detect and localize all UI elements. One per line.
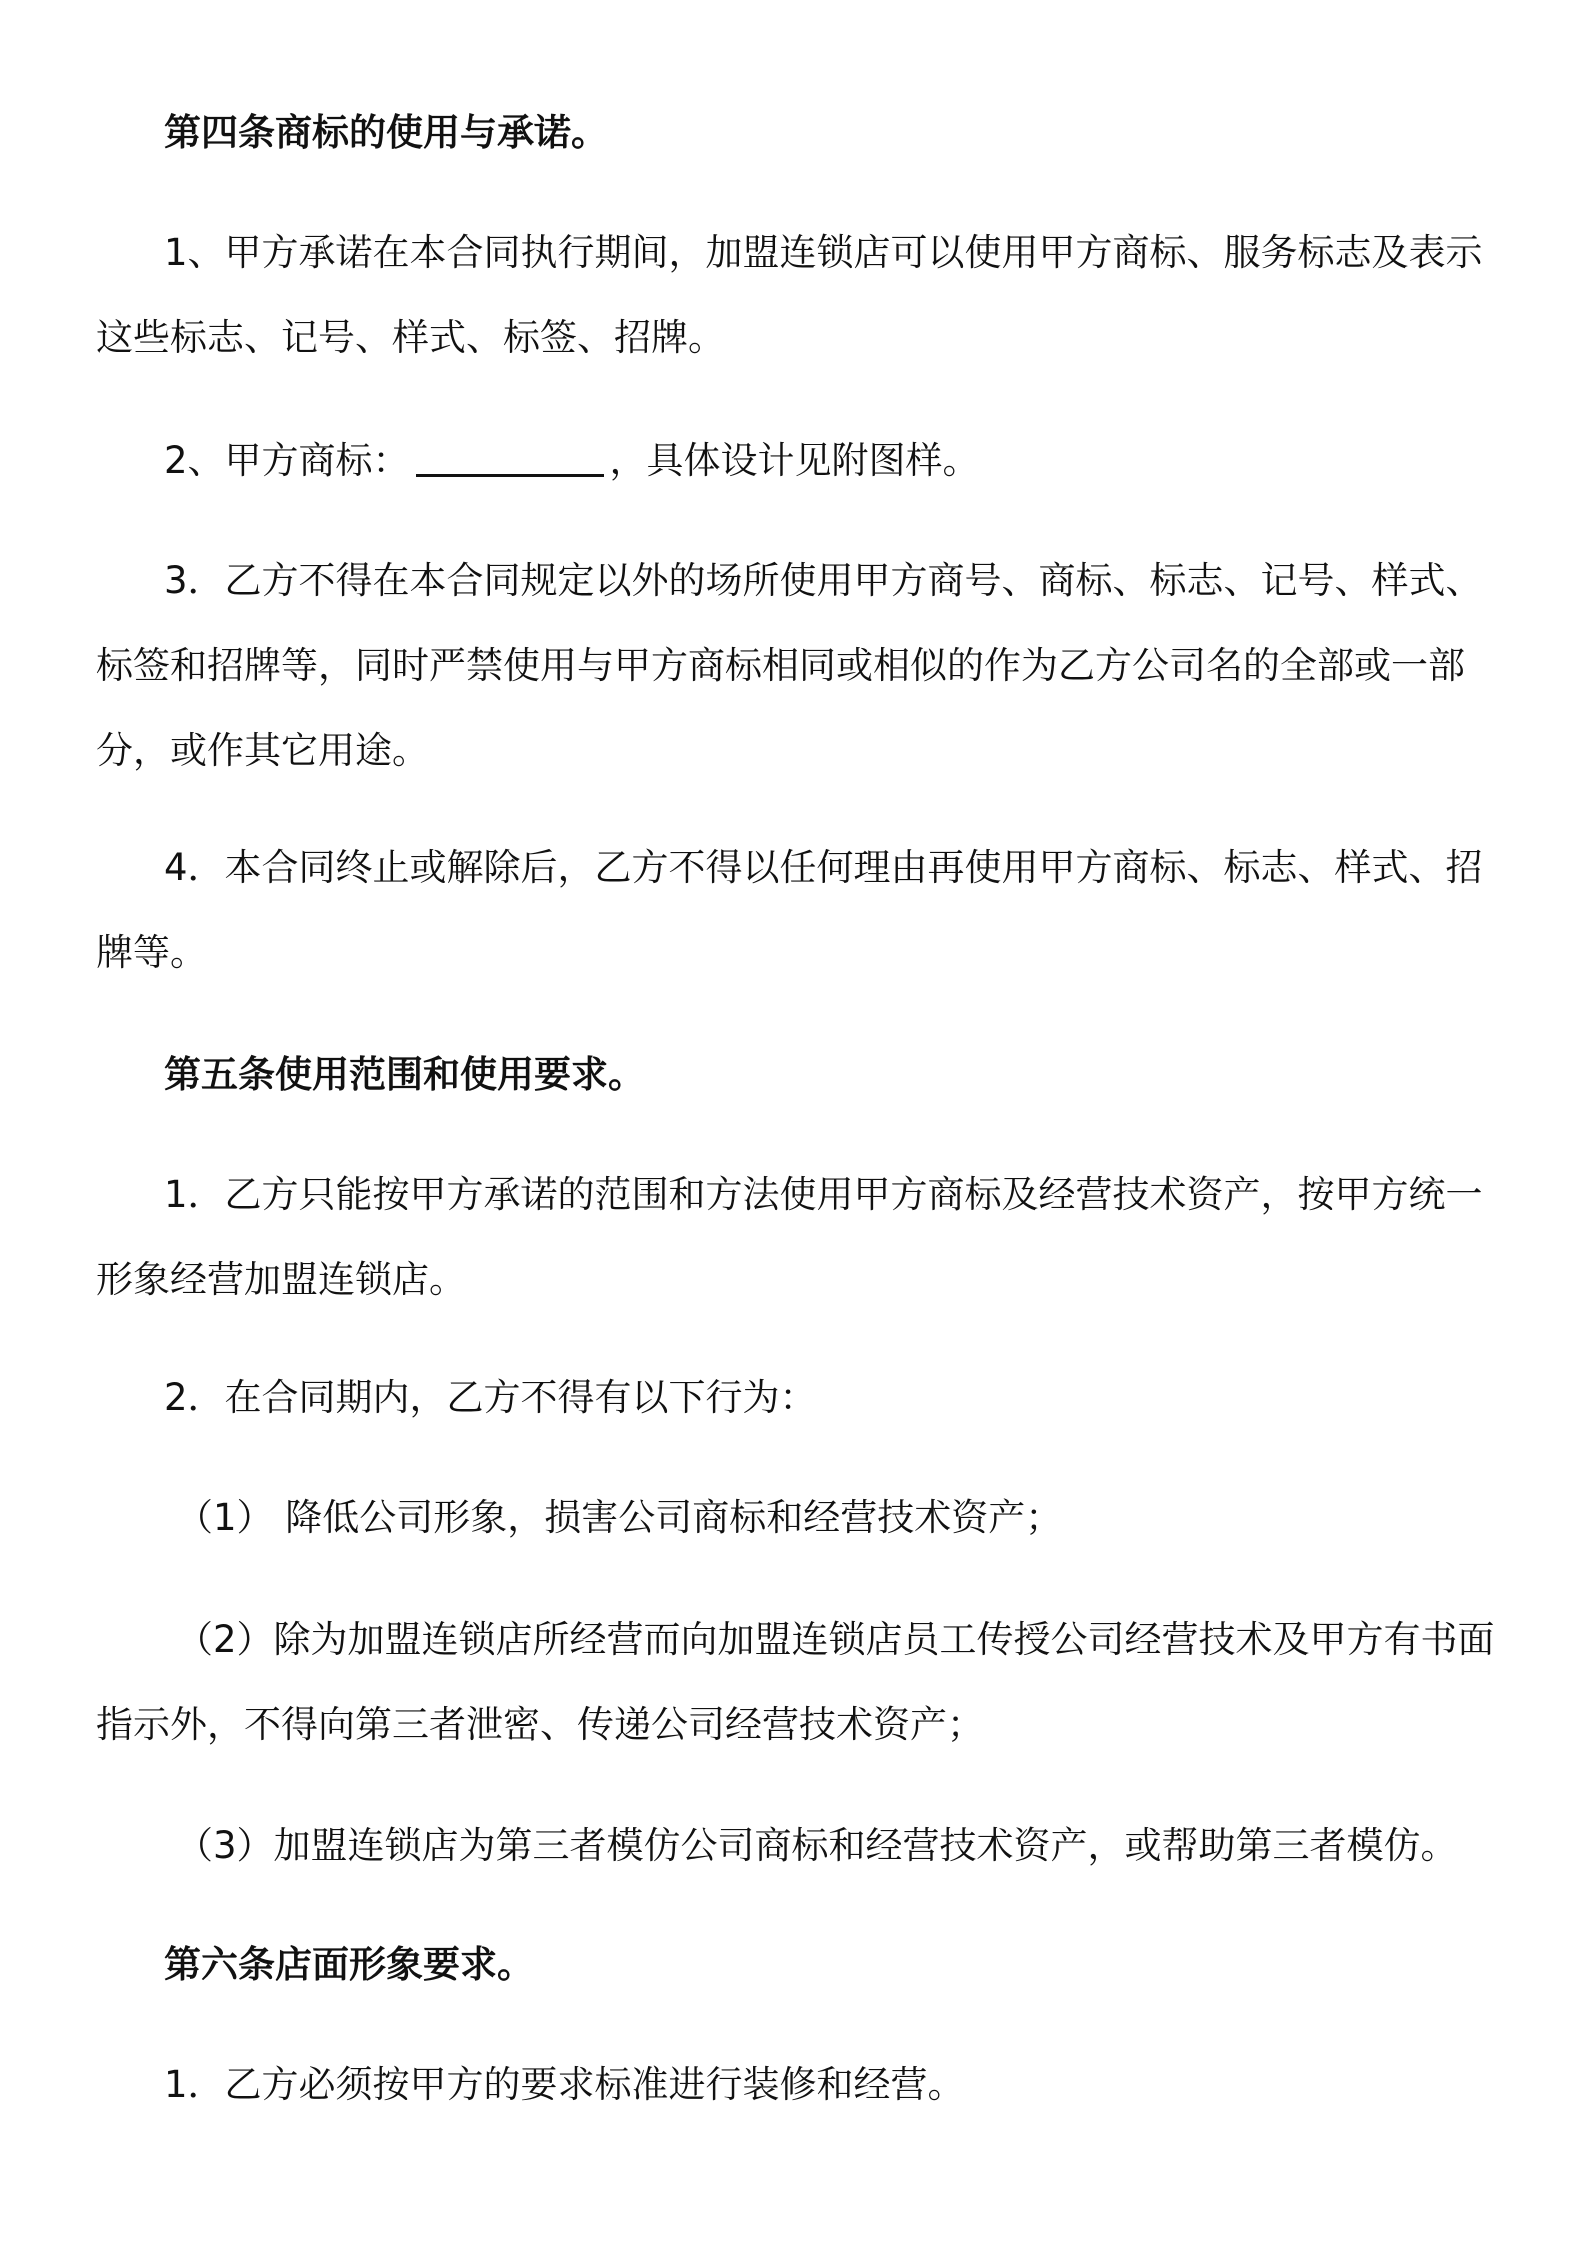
article-5-sub-1: （1） 降低公司形象，损害公司商标和经营技术资产；: [176, 1496, 1063, 1539]
article-4-item-2-prefix: 2、甲方商标：: [164, 439, 410, 482]
article-4-item-1: 1、甲方承诺在本合同执行期间，加盟连锁店可以使用甲方商标、服务标志及表示这些标志、记号、样式、标签、招牌。: [96, 231, 1483, 359]
article-4-item-3: 3．乙方不得在本合同规定以外的场所使用甲方商号、商标、标志、记号、样式、标签和招牌等，同时严禁使用与甲方商标相同或相似的作为乙方公司名的全部或一部分，或作其它用途。: [96, 559, 1483, 772]
article-5-item-2: 2．在合同期内，乙方不得有以下行为：: [164, 1376, 817, 1419]
article-6-title: 第六条店面形象要求。: [164, 1943, 534, 1986]
trademark-blank-field: [416, 444, 604, 477]
article-4-item-4: 4．本合同终止或解除后，乙方不得以任何理由再使用甲方商标、标志、样式、招牌等。: [96, 846, 1483, 974]
article-4-item-2-suffix: ，具体设计见附图样。: [609, 439, 980, 482]
article-5-item-1: 1．乙方只能按甲方承诺的范围和方法使用甲方商标及经营技术资产，按甲方统一形象经营加盟连锁店。: [96, 1173, 1483, 1301]
article-4-title: 第四条商标的使用与承诺。: [164, 111, 608, 154]
article-5-sub-2: （2）除为加盟连锁店所经营而向加盟连锁店员工传授公司经营技术及甲方有书面指示外，不得向第三者泄密、传递公司经营技术资产；: [96, 1618, 1495, 1746]
article-4-item-2: [96, 418, 1506, 503]
article-6-item-1: 1．乙方必须按甲方的要求标准进行装修和经营。: [164, 2063, 965, 2106]
article-5-sub-3: （3）加盟连锁店为第三者模仿公司商标和经营技术资产，或帮助第三者模仿。: [176, 1824, 1458, 1867]
article-5-title: 第五条使用范围和使用要求。: [164, 1053, 645, 1096]
